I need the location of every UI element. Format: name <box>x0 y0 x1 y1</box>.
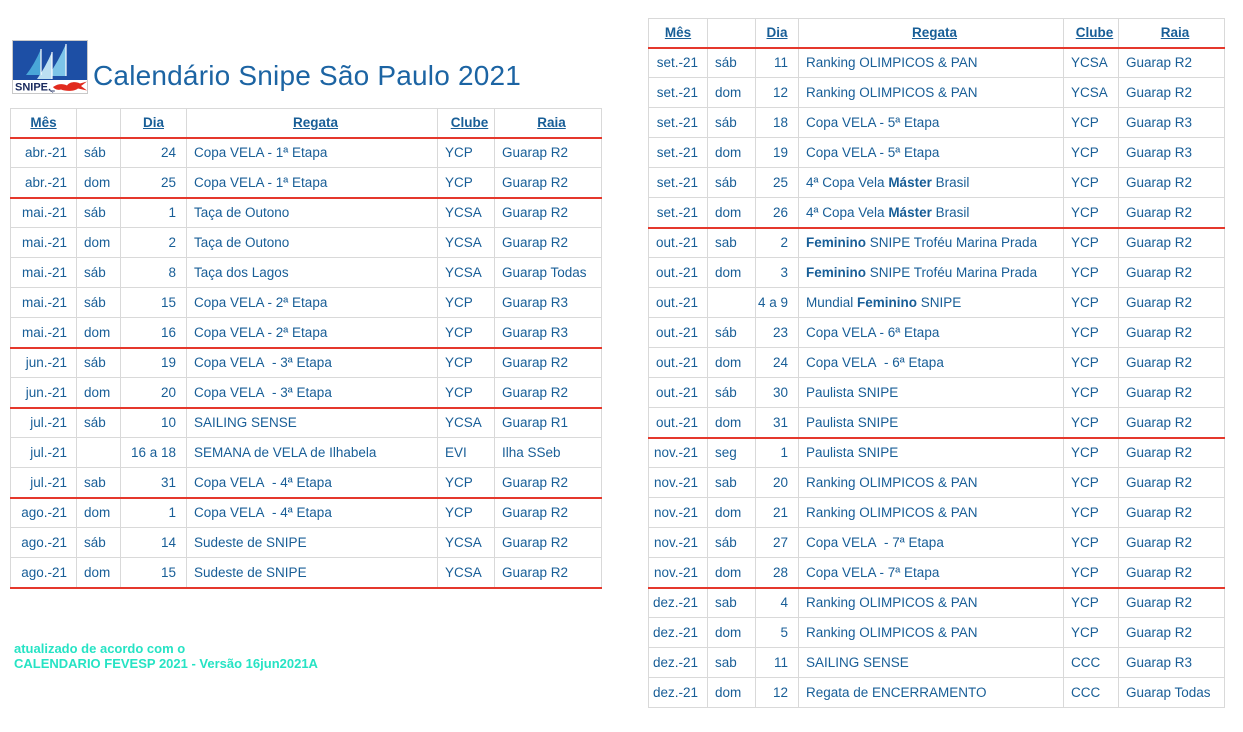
table-row <box>649 498 1225 528</box>
cell-raia: Guarap R2 <box>1119 558 1225 588</box>
cell-dia: 21 <box>756 498 799 528</box>
cell-clube: YCP <box>438 348 495 378</box>
table-row <box>11 378 602 408</box>
table-row <box>649 558 1225 588</box>
cell-weekday: dom <box>708 498 756 528</box>
cell-clube: YCSA <box>438 528 495 558</box>
cell-dia: 23 <box>756 318 799 348</box>
cell-weekday <box>77 438 121 468</box>
cell-mes: out.-21 <box>649 318 708 348</box>
cell-weekday: sáb <box>77 288 121 318</box>
cell-regata: Copa VELA - 5ª Etapa <box>799 108 1064 138</box>
cell-dia: 4 a 9 <box>756 288 799 318</box>
cell-regata: Sudeste de SNIPE <box>187 528 438 558</box>
cell-mes: out.-21 <box>649 228 708 258</box>
cell-clube: YCP <box>1064 138 1119 168</box>
cell-weekday: sáb <box>77 528 121 558</box>
cell-dia: 11 <box>756 648 799 678</box>
cell-mes: mai.-21 <box>11 258 77 288</box>
cell-clube: YCP <box>1064 318 1119 348</box>
table-row <box>649 378 1225 408</box>
cell-regata: Ranking OLIMPICOS & PAN <box>799 498 1064 528</box>
table-row <box>649 48 1225 78</box>
cell-dia: 12 <box>756 78 799 108</box>
cell-weekday: dom <box>708 618 756 648</box>
cell-dia: 31 <box>121 468 187 498</box>
cell-raia: Guarap R2 <box>1119 408 1225 438</box>
table-row <box>649 228 1225 258</box>
cell-regata: Paulista SNIPE <box>799 378 1064 408</box>
cell-dia: 15 <box>121 558 187 588</box>
table-row <box>11 198 602 228</box>
cell-raia: Guarap R2 <box>1119 348 1225 378</box>
cell-regata: Copa VELA - 3ª Etapa <box>187 378 438 408</box>
cell-clube: YCP <box>438 468 495 498</box>
cell-clube: YCP <box>1064 408 1119 438</box>
cell-dia: 10 <box>121 408 187 438</box>
column-header-mês: Mês <box>11 109 77 138</box>
cell-clube: YCP <box>438 288 495 318</box>
table-header <box>649 19 1225 48</box>
cell-raia: Guarap R3 <box>495 318 602 348</box>
cell-mes: dez.-21 <box>649 588 708 618</box>
cell-raia: Guarap R3 <box>1119 138 1225 168</box>
cell-raia: Guarap R2 <box>495 228 602 258</box>
cell-dia: 3 <box>756 258 799 288</box>
cell-clube: YCSA <box>1064 78 1119 108</box>
column-header-weekday <box>708 19 756 48</box>
cell-regata: Copa VELA - 6ª Etapa <box>799 348 1064 378</box>
cell-dia: 26 <box>756 198 799 228</box>
cell-clube: YCSA <box>438 258 495 288</box>
cell-regata: Paulista SNIPE <box>799 408 1064 438</box>
table-row <box>649 618 1225 648</box>
cell-mes: nov.-21 <box>649 438 708 468</box>
cell-clube: YCP <box>1064 558 1119 588</box>
cell-mes: out.-21 <box>649 348 708 378</box>
cell-raia: Guarap R3 <box>1119 648 1225 678</box>
cell-clube: YCP <box>1064 378 1119 408</box>
calendar-table-second-semester <box>648 18 1225 708</box>
column-header-regata: Regata <box>799 19 1064 48</box>
cell-weekday: sáb <box>708 318 756 348</box>
table-row <box>649 348 1225 378</box>
cell-weekday: seg <box>708 438 756 468</box>
cell-weekday: dom <box>708 408 756 438</box>
cell-mes: mai.-21 <box>11 228 77 258</box>
column-header-dia: Dia <box>121 109 187 138</box>
cell-raia: Guarap R3 <box>495 288 602 318</box>
column-header-dia: Dia <box>756 19 799 48</box>
cell-raia: Guarap R2 <box>495 558 602 588</box>
cell-weekday: sáb <box>77 198 121 228</box>
cell-weekday: dom <box>708 138 756 168</box>
cell-mes: mai.-21 <box>11 288 77 318</box>
cell-clube: YCP <box>1064 288 1119 318</box>
cell-weekday: sáb <box>77 348 121 378</box>
table-row <box>11 438 602 468</box>
table-row <box>649 108 1225 138</box>
cell-regata: Taça dos Lagos <box>187 258 438 288</box>
cell-weekday: sáb <box>708 168 756 198</box>
cell-regata: Feminino SNIPE Troféu Marina Prada <box>799 228 1064 258</box>
column-header-clube: Clube <box>438 109 495 138</box>
cell-weekday: sab <box>77 468 121 498</box>
cell-regata: SAILING SENSE <box>799 648 1064 678</box>
cell-regata: 4ª Copa Vela Máster Brasil <box>799 168 1064 198</box>
column-header-clube: Clube <box>1064 19 1119 48</box>
cell-dia: 1 <box>121 198 187 228</box>
calendar-table-first-semester <box>10 108 602 589</box>
cell-raia: Guarap R2 <box>495 348 602 378</box>
cell-weekday: dom <box>77 168 121 198</box>
cell-dia: 14 <box>121 528 187 558</box>
cell-regata: Copa VELA - 2ª Etapa <box>187 288 438 318</box>
cell-weekday: dom <box>708 258 756 288</box>
cell-regata: Copa VELA - 1ª Etapa <box>187 138 438 168</box>
cell-raia: Guarap R2 <box>1119 528 1225 558</box>
cell-raia: Guarap R2 <box>1119 78 1225 108</box>
cell-clube: YCP <box>1064 438 1119 468</box>
cell-dia: 16 <box>121 318 187 348</box>
table-row <box>649 678 1225 708</box>
table-row <box>649 198 1225 228</box>
cell-mes: ago.-21 <box>11 528 77 558</box>
cell-mes: nov.-21 <box>649 498 708 528</box>
cell-mes: abr.-21 <box>11 168 77 198</box>
cell-mes: jul.-21 <box>11 438 77 468</box>
cell-raia: Guarap Todas <box>1119 678 1225 708</box>
cell-weekday: sáb <box>708 48 756 78</box>
page-title: Calendário Snipe São Paulo 2021 <box>93 60 522 91</box>
cell-dia: 24 <box>121 138 187 168</box>
cell-weekday: dom <box>708 348 756 378</box>
cell-dia: 1 <box>756 438 799 468</box>
cell-mes: set.-21 <box>649 108 708 138</box>
column-header-raia: Raia <box>495 109 602 138</box>
cell-raia: Guarap R3 <box>1119 108 1225 138</box>
cell-mes: abr.-21 <box>11 138 77 168</box>
cell-raia: Guarap R2 <box>1119 498 1225 528</box>
cell-clube: YCP <box>1064 348 1119 378</box>
cell-clube: YCSA <box>1064 48 1119 78</box>
table-row <box>649 258 1225 288</box>
cell-clube: YCSA <box>438 558 495 588</box>
table-row <box>649 408 1225 438</box>
cell-dia: 20 <box>756 468 799 498</box>
cell-dia: 25 <box>121 168 187 198</box>
cell-weekday: sáb <box>708 528 756 558</box>
table-row <box>11 228 602 258</box>
table-row <box>11 558 602 588</box>
snipe-logo-graphic <box>12 40 88 94</box>
cell-regata: Mundial Feminino SNIPE <box>799 288 1064 318</box>
cell-mes: jun.-21 <box>11 348 77 378</box>
cell-clube: EVI <box>438 438 495 468</box>
cell-mes: out.-21 <box>649 258 708 288</box>
cell-dia: 16 a 18 <box>121 438 187 468</box>
cell-dia: 19 <box>121 348 187 378</box>
cell-clube: YCP <box>438 378 495 408</box>
table-header <box>11 109 602 138</box>
cell-clube: YCP <box>1064 468 1119 498</box>
cell-mes: nov.-21 <box>649 468 708 498</box>
cell-raia: Guarap R2 <box>495 378 602 408</box>
cell-clube: YCP <box>1064 108 1119 138</box>
header-row <box>649 19 1225 48</box>
cell-mes: nov.-21 <box>649 528 708 558</box>
cell-mes: set.-21 <box>649 48 708 78</box>
cell-dia: 8 <box>121 258 187 288</box>
cell-regata: Copa VELA - 1ª Etapa <box>187 168 438 198</box>
table-row <box>649 318 1225 348</box>
cell-clube: YCP <box>438 138 495 168</box>
cell-raia: Guarap R2 <box>1119 228 1225 258</box>
cell-weekday: sáb <box>708 378 756 408</box>
update-note-line2: CALENDARIO FEVESP 2021 - Versão 16jun2021A <box>14 656 318 671</box>
cell-clube: YCSA <box>438 198 495 228</box>
cell-mes: jun.-21 <box>11 378 77 408</box>
cell-raia: Guarap R2 <box>495 198 602 228</box>
table-body <box>649 48 1225 708</box>
table-row <box>649 648 1225 678</box>
table-row <box>649 438 1225 468</box>
cell-regata: SEMANA de VELA de Ilhabela <box>187 438 438 468</box>
cell-raia: Guarap R2 <box>495 468 602 498</box>
cell-mes: set.-21 <box>649 198 708 228</box>
cell-weekday: sab <box>708 588 756 618</box>
cell-weekday: dom <box>77 318 121 348</box>
cell-clube: YCP <box>1064 228 1119 258</box>
cell-dia: 19 <box>756 138 799 168</box>
cell-raia: Guarap R2 <box>1119 588 1225 618</box>
cell-weekday: dom <box>708 198 756 228</box>
cell-dia: 2 <box>756 228 799 258</box>
cell-raia: Guarap R2 <box>495 528 602 558</box>
cell-clube: YCP <box>1064 198 1119 228</box>
cell-mes: dez.-21 <box>649 618 708 648</box>
cell-raia: Guarap R2 <box>1119 378 1225 408</box>
cell-mes: jul.-21 <box>11 468 77 498</box>
cell-weekday: sab <box>708 228 756 258</box>
cell-clube: YCSA <box>438 408 495 438</box>
cell-regata: Taça de Outono <box>187 228 438 258</box>
cell-regata: 4ª Copa Vela Máster Brasil <box>799 198 1064 228</box>
table-row <box>11 258 602 288</box>
cell-dia: 31 <box>756 408 799 438</box>
cell-regata: Feminino SNIPE Troféu Marina Prada <box>799 258 1064 288</box>
cell-dia: 1 <box>121 498 187 528</box>
cell-clube: YCP <box>1064 528 1119 558</box>
cell-dia: 18 <box>756 108 799 138</box>
cell-dia: 11 <box>756 48 799 78</box>
cell-raia: Guarap R2 <box>1119 168 1225 198</box>
cell-mes: set.-21 <box>649 138 708 168</box>
cell-regata: Taça de Outono <box>187 198 438 228</box>
table-row <box>11 408 602 438</box>
column-header-raia: Raia <box>1119 19 1225 48</box>
cell-dia: 4 <box>756 588 799 618</box>
cell-regata: Paulista SNIPE <box>799 438 1064 468</box>
cell-raia: Guarap R2 <box>1119 468 1225 498</box>
cell-raia: Guarap R2 <box>495 138 602 168</box>
cell-regata: Ranking OLIMPICOS & PAN <box>799 588 1064 618</box>
cell-mes: mai.-21 <box>11 198 77 228</box>
table-row <box>649 138 1225 168</box>
cell-clube: YCP <box>438 498 495 528</box>
cell-weekday: dom <box>77 498 121 528</box>
cell-clube: YCP <box>438 168 495 198</box>
cell-raia: Guarap R2 <box>1119 438 1225 468</box>
cell-regata: Copa VELA - 4ª Etapa <box>187 468 438 498</box>
cell-raia: Guarap R2 <box>495 168 602 198</box>
logo-wordmark: SNIPE. <box>15 81 52 94</box>
cell-weekday: dom <box>77 378 121 408</box>
cell-weekday <box>708 288 756 318</box>
cell-mes: dez.-21 <box>649 648 708 678</box>
cell-weekday: dom <box>708 558 756 588</box>
cell-mes: mai.-21 <box>11 318 77 348</box>
cell-raia: Guarap R2 <box>1119 258 1225 288</box>
cell-regata: Ranking OLIMPICOS & PAN <box>799 618 1064 648</box>
cell-weekday: dom <box>708 678 756 708</box>
cell-dia: 20 <box>121 378 187 408</box>
header-row <box>11 109 602 138</box>
cell-regata: Ranking OLIMPICOS & PAN <box>799 48 1064 78</box>
cell-raia: Guarap R2 <box>1119 288 1225 318</box>
cell-raia: Guarap R2 <box>1119 318 1225 348</box>
table-row <box>649 288 1225 318</box>
cell-dia: 15 <box>121 288 187 318</box>
cell-regata: Sudeste de SNIPE <box>187 558 438 588</box>
cell-regata: Ranking OLIMPICOS & PAN <box>799 78 1064 108</box>
cell-dia: 5 <box>756 618 799 648</box>
table-row <box>11 138 602 168</box>
cell-regata: SAILING SENSE <box>187 408 438 438</box>
table-row <box>11 288 602 318</box>
cell-regata: Copa VELA - 7ª Etapa <box>799 528 1064 558</box>
table-row <box>11 498 602 528</box>
table-body <box>11 138 602 588</box>
cell-weekday: dom <box>77 558 121 588</box>
cell-dia: 28 <box>756 558 799 588</box>
cell-mes: jul.-21 <box>11 408 77 438</box>
cell-raia: Guarap Todas <box>495 258 602 288</box>
table-row <box>649 168 1225 198</box>
table-row <box>11 348 602 378</box>
cell-mes: dez.-21 <box>649 678 708 708</box>
cell-raia: Ilha SSeb <box>495 438 602 468</box>
cell-weekday: dom <box>77 228 121 258</box>
table-row <box>11 168 602 198</box>
cell-weekday: sáb <box>77 138 121 168</box>
cell-regata: Copa VELA - 7ª Etapa <box>799 558 1064 588</box>
table-row <box>11 528 602 558</box>
cell-mes: out.-21 <box>649 288 708 318</box>
logo-wordmark-sub: sp <box>50 88 55 93</box>
cell-mes: set.-21 <box>649 168 708 198</box>
cell-raia: Guarap R1 <box>495 408 602 438</box>
table-row <box>649 588 1225 618</box>
cell-regata: Regata de ENCERRAMENTO <box>799 678 1064 708</box>
snipe-fleet-logo <box>12 40 88 94</box>
table-row <box>649 468 1225 498</box>
cell-clube: YCP <box>1064 618 1119 648</box>
cell-clube: YCP <box>1064 498 1119 528</box>
cell-mes: ago.-21 <box>11 498 77 528</box>
column-header-regata: Regata <box>187 109 438 138</box>
cell-clube: YCP <box>1064 588 1119 618</box>
cell-raia: Guarap R2 <box>495 498 602 528</box>
cell-clube: CCC <box>1064 648 1119 678</box>
table-row <box>11 318 602 348</box>
cell-regata: Copa VELA - 2ª Etapa <box>187 318 438 348</box>
cell-raia: Guarap R2 <box>1119 198 1225 228</box>
cell-clube: YCP <box>1064 258 1119 288</box>
table-row <box>649 78 1225 108</box>
cell-regata: Copa VELA - 5ª Etapa <box>799 138 1064 168</box>
cell-dia: 24 <box>756 348 799 378</box>
cell-weekday: sab <box>708 468 756 498</box>
column-header-mês: Mês <box>649 19 708 48</box>
table-row <box>11 468 602 498</box>
cell-raia: Guarap R2 <box>1119 618 1225 648</box>
update-note <box>14 641 318 671</box>
cell-mes: set.-21 <box>649 78 708 108</box>
cell-regata: Copa VELA - 6ª Etapa <box>799 318 1064 348</box>
cell-dia: 12 <box>756 678 799 708</box>
cell-weekday: sáb <box>708 108 756 138</box>
cell-weekday: sab <box>708 648 756 678</box>
cell-mes: out.-21 <box>649 378 708 408</box>
cell-mes: out.-21 <box>649 408 708 438</box>
cell-weekday: dom <box>708 78 756 108</box>
cell-regata: Ranking OLIMPICOS & PAN <box>799 468 1064 498</box>
cell-raia: Guarap R2 <box>1119 48 1225 78</box>
cell-dia: 27 <box>756 528 799 558</box>
cell-regata: Copa VELA - 3ª Etapa <box>187 348 438 378</box>
cell-clube: CCC <box>1064 678 1119 708</box>
cell-dia: 30 <box>756 378 799 408</box>
cell-clube: YCP <box>1064 168 1119 198</box>
cell-weekday: sáb <box>77 408 121 438</box>
column-header-weekday <box>77 109 121 138</box>
cell-mes: nov.-21 <box>649 558 708 588</box>
cell-regata: Copa VELA - 4ª Etapa <box>187 498 438 528</box>
cell-mes: ago.-21 <box>11 558 77 588</box>
cell-weekday: sáb <box>77 258 121 288</box>
cell-dia: 25 <box>756 168 799 198</box>
cell-clube: YCP <box>438 318 495 348</box>
table-row <box>649 528 1225 558</box>
cell-clube: YCSA <box>438 228 495 258</box>
cell-dia: 2 <box>121 228 187 258</box>
update-note-line1: atualizado de acordo com o <box>14 641 186 656</box>
